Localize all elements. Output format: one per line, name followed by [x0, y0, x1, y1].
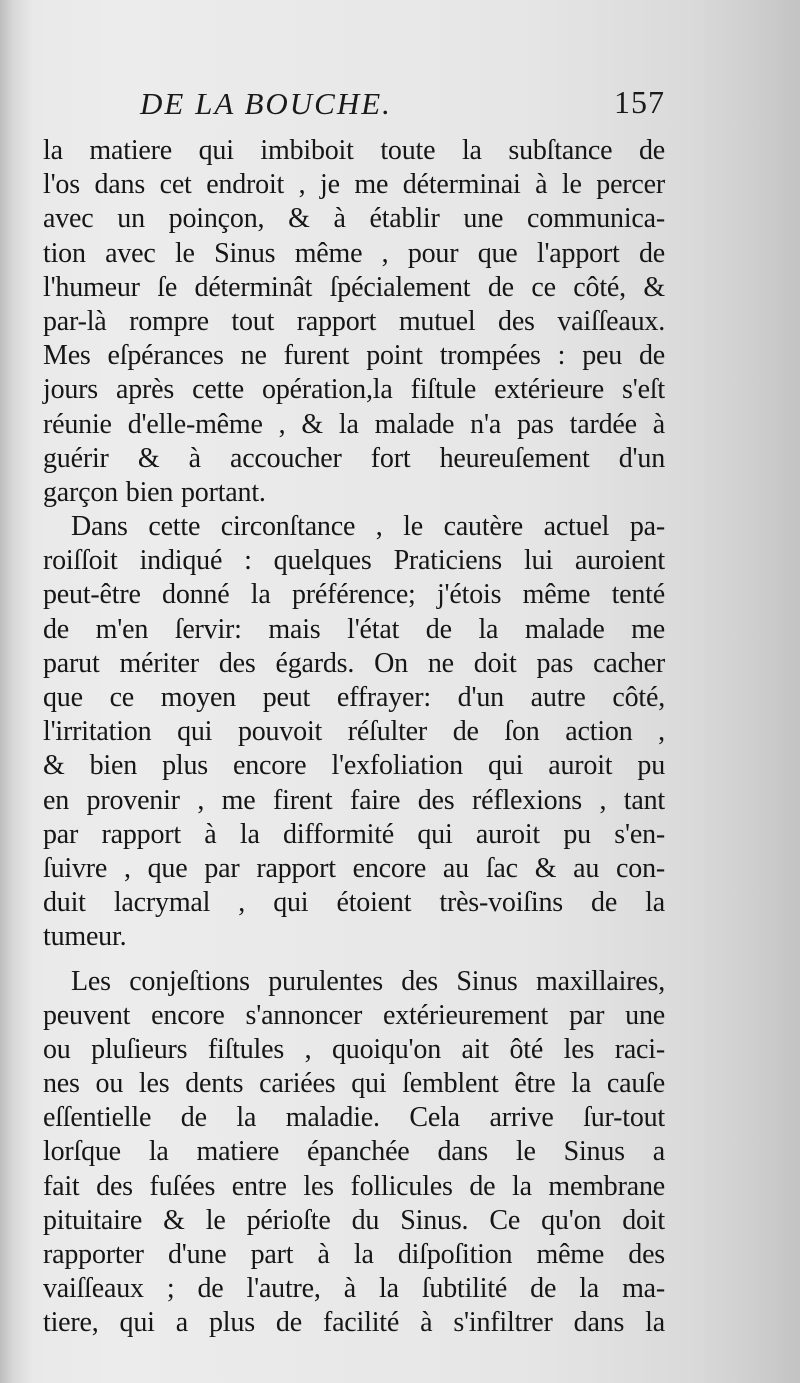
paragraph-3 — [43, 965, 665, 1341]
text-line: ſuivre , que par rapport encore au ſac & au con- — [43, 852, 665, 884]
text-line: Les conjeſtions purulentes des Sinus maxillaires, — [71, 965, 665, 997]
text-line: de m'en ſervir: mais l'état de la malade me — [43, 613, 665, 645]
text-line: lorſque la matiere épanchée dans le Sinus a — [43, 1136, 665, 1168]
text-line: tion avec le Sinus même , pour que l'apport de — [43, 237, 665, 269]
text-line: guérir & à accoucher fort heureuſement d'un — [43, 442, 665, 474]
text-line: l'os dans cet endroit , je me déterminai à le percer — [43, 169, 665, 201]
text-line: l'humeur ſe déterminât ſpécialement de ce côté, & — [43, 271, 665, 303]
page-header — [140, 80, 665, 140]
text-line: vaiſſeaux ; de l'autre, à la ſubtilité de la ma- — [43, 1273, 665, 1305]
text-line: peuvent encore s'annoncer extérieurement par une — [43, 999, 665, 1031]
text-line: parut mériter des égards. On ne doit pas cacher — [43, 647, 665, 679]
text-line: que ce moyen peut effrayer: d'un autre côté, — [43, 682, 665, 713]
text-line: par rapport à la difformité qui auroit pu s'en- — [43, 818, 665, 850]
paragraph-1 — [43, 134, 665, 510]
text-line: rapporter d'une part à la diſpoſition même des — [43, 1239, 665, 1270]
text-line: nes ou les dents cariées qui ſemblent être la cauſe — [43, 1068, 665, 1100]
paragraph-gap — [43, 955, 665, 965]
text-line: jours après cette opération,la fiſtule extérieure s'eſt — [43, 374, 665, 406]
text-line: & bien plus encore l'exfoliation qui auroit pu — [43, 750, 665, 782]
text-line: avec un poinçon, & à établir une communica- — [43, 203, 665, 235]
text-line: la matiere qui imbiboit toute la subſtance de — [43, 135, 665, 166]
text-line: fait des fuſées entre les follicules de la membrane — [43, 1170, 665, 1202]
text-line: garçon bien portant. — [43, 476, 266, 508]
running-title: DE LA BOUCHE. — [140, 86, 392, 121]
text-line: roiſſoit indiqué : quelques Praticiens lui auroient — [43, 545, 665, 577]
text-line: tiere, qui a plus de facilité à s'infiltrer dans la — [43, 1307, 665, 1339]
text-line: pituitaire & le périoſte du Sinus. Ce qu'on doit — [43, 1204, 665, 1236]
text-line: eſſentielle de la maladie. Cela arrive ſur-tout — [43, 1102, 665, 1134]
text-line: en provenir , me firent faire des réflexions , tant — [43, 784, 665, 816]
body-text — [43, 134, 665, 1341]
text-line: par-là rompre tout rapport mutuel des vaiſſeaux. — [43, 305, 665, 337]
text-line: Dans cette circonſtance , le cautère actuel pa- — [71, 511, 665, 543]
text-line: l'irritation qui pouvoit réſulter de ſon action , — [43, 716, 665, 748]
paragraph-2 — [43, 510, 665, 954]
text-line: réunie d'elle-même , & la malade n'a pas tardée à — [43, 408, 665, 440]
text-line: duit lacrymal , qui étoient très-voiſins de la — [43, 887, 665, 919]
text-line: ou pluſieurs fiſtules , quoiqu'on ait ôté les raci- — [43, 1033, 665, 1065]
page-number: 157 — [614, 84, 665, 120]
text-line: peut-être donné la préférence; j'étois même tenté — [43, 579, 665, 611]
text-line: tumeur. — [43, 921, 127, 953]
text-line: Mes eſpérances ne furent point trompées : peu de — [43, 340, 665, 372]
